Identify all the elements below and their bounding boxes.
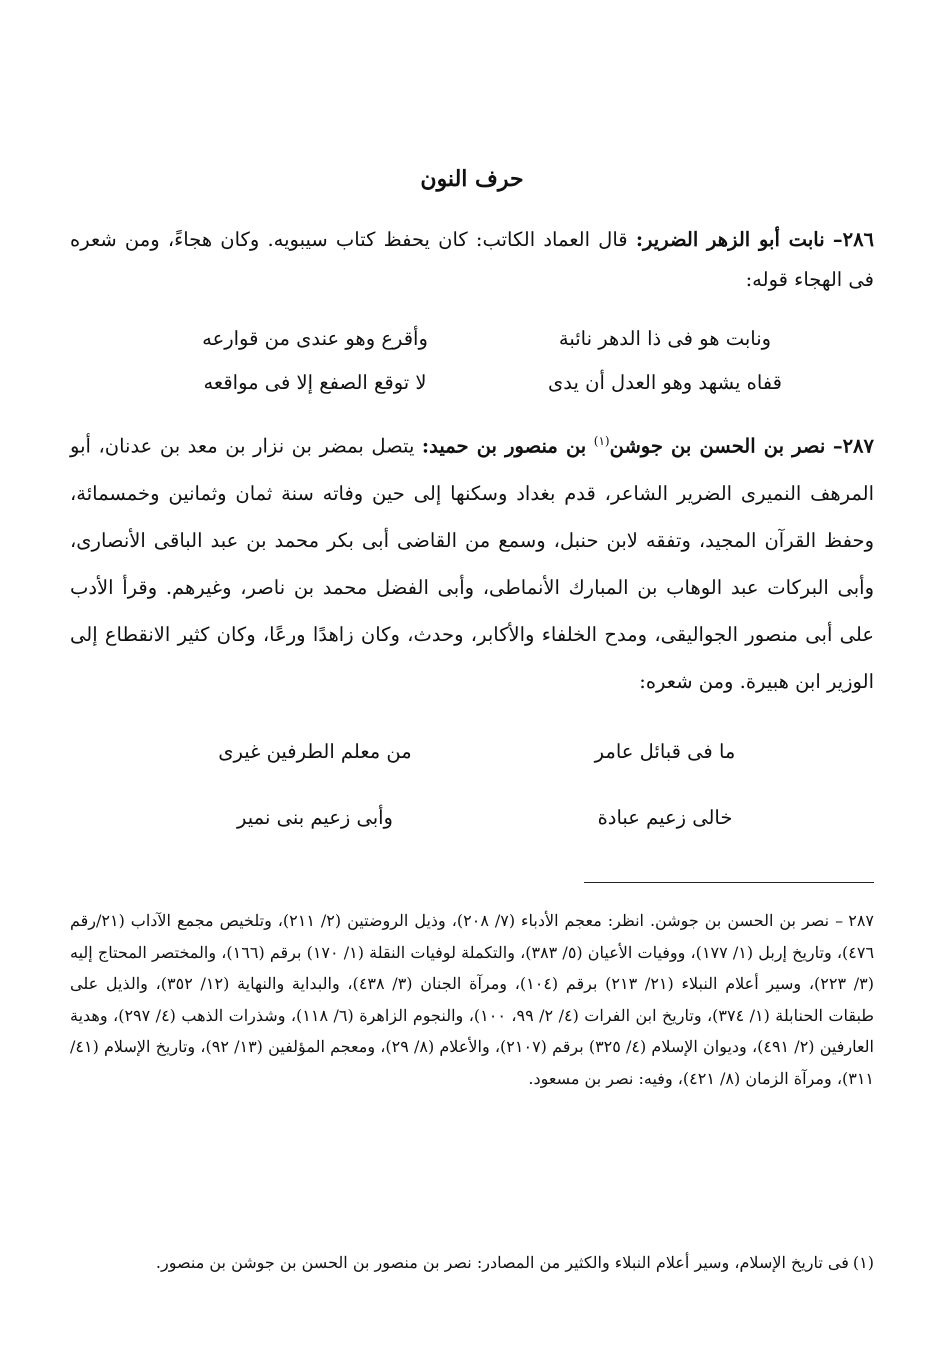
footnote-1	[70, 1247, 874, 1279]
footnote-287-label: ٢٨٧ –	[835, 911, 874, 930]
entry-287-name-part2: بن منصور بن حميد:	[421, 434, 587, 458]
entry-287-name-part1: نصر بن الحسن بن جوشن	[609, 434, 826, 458]
footnote-1-label: (١)	[852, 1253, 874, 1272]
hemistich-second: من معلم الطرفين غيرى	[218, 740, 412, 763]
footnote-287-text: نصر بن الحسن بن جوشن. انظر: معجم الأدباء (٧/ ٢٠٨)، وذيل الروضتين (٢/ ٢١١)، وتلخيص مجمع الآداب (٢١/رقم ٤٧٦)، وتاريخ إربل (١/ ١٧٧)، ووفيات الأعيان (٥/ ٣٨٣)، والتكملة لوفيات النقلة (١/ ١٧٠) برقم (١٦٦)، والمختصر المحتاج إليه (٣/ ٢٢٣)، وسير أعلام النبلاء (٢١/ ٢١٣) برقم (١٠٤)، ومرآة الجنان (٣/ ٤٣٨)، والبداية والنهاية (١٢/ ٣٥٢)، والذيل على طبقات الحنابلة (١/ ٣٧٤)، وتاريخ ابن الفرات (٤/ ٢/ ٩٩، ١٠٠)، والنجوم الزاهرة (٦/ ١١٨)، وشذرات الذهب (٤/ ٢٩٧)، وهدية العارفين (٢/ ٤٩١)، وديوان الإسلام (٤/ ٣٢٥) برقم (٢١٠٧)، والأعلام (٨/ ٢٩)، ومعجم المؤلفين (١٣/ ٩٢)، وتاريخ الإسلام (٤١/ ٣١١)، ومرآة الزمان (٨/ ٤٢١)، وفيه: نصر بن مسعود.	[70, 911, 875, 1088]
entry-287-number: ٢٨٧–	[832, 434, 874, 458]
footnote-divider	[584, 882, 874, 883]
hemistich-second: لا توقع الصفع إلا فى مواقعه	[203, 371, 427, 394]
hemistich-first: قفاه يشهد وهو العدل أن يدى	[548, 371, 782, 394]
entry-287-text: يتصل بمضر بن نزار بن معد بن عدنان، أبو المرهف النميرى الضرير الشاعر، قدم بغداد وسكنها إلى حين وفاته سنة ثمان وثمانين وخمسمائة، وحفظ القرآن المجيد، وتفقه لابن حنبل، وسمع من القاضى أبى بكر محمد بن عبد الباقى الأنصارى، وأبى البركات عبد الوهاب بن المبارك الأنماطى، وأبى الفضل محمد بن ناصر، وغيرهم. وقرأ الأدب على أبى منصور الجواليقى، ومدح الخلفاء والأكابر، وحدث، وكان زاهدًا ورعًا، وكان كثير الانقطاع إلى الوزير ابن هبيرة. ومن شعره:	[70, 434, 874, 693]
verse-287-2	[160, 800, 820, 836]
entry-287-paragraph	[70, 418, 874, 705]
entry-286-text: قال العماد الكاتب: كان يحفظ كتاب سيبويه. وكان هجاءً، ومن شعره فى الهجاء قوله:	[70, 228, 874, 291]
hemistich-first: خالى زعيم عبادة	[597, 806, 733, 829]
footnote-287	[70, 905, 874, 1094]
entry-286-paragraph	[70, 220, 874, 300]
chapter-heading: حرف النون	[420, 166, 524, 192]
hemistich-first: ما فى قبائل عامر	[594, 740, 736, 763]
verse-287-1	[160, 734, 820, 770]
verse-286-1	[160, 321, 820, 357]
hemistich-second: وأقرع وهو عندى من قوارعه	[202, 327, 428, 350]
verse-286-2	[160, 365, 820, 401]
entry-286-number: ٢٨٦–	[832, 228, 875, 251]
footnote-1-text: فى تاريخ الإسلام، وسير أعلام النبلاء والكثير من المصادر: نصر بن منصور بن الحسن بن جوشن بن منصور.	[155, 1253, 849, 1272]
entry-286-name: نابت أبو الزهر الضرير:	[635, 228, 825, 251]
footnote-ref: (١)	[593, 434, 610, 448]
hemistich-second: وأبى زعيم بنى نمير	[237, 806, 393, 829]
hemistich-first: ونابت هو فى ذا الدهر نائبة	[558, 327, 772, 350]
